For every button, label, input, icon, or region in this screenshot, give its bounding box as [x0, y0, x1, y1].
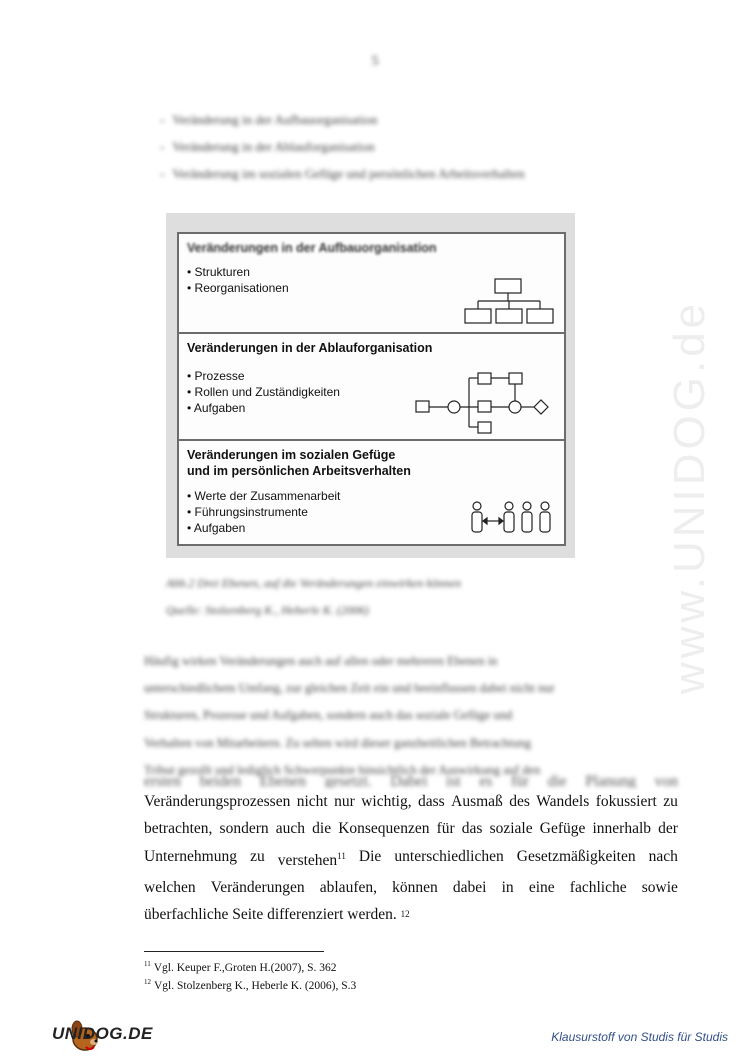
footer-slogan: Klausurstoff von Studis für Studis — [551, 1030, 728, 1044]
footnote-divider — [144, 951, 324, 952]
caption-line: Abb.2 Drei Ebenen, auf die Veränderungen einwirken können — [166, 576, 462, 590]
caption-source: Quelle: Stolzenberg K., Heberle K. (2006) — [166, 603, 369, 617]
org-chart-icon — [463, 276, 555, 326]
word: zu — [250, 847, 265, 865]
page-number: 5 — [371, 54, 379, 69]
panel-item: • Werte der Zusammenarbeit — [187, 488, 340, 504]
word: für — [436, 820, 455, 838]
word: ersten — [144, 775, 182, 788]
text-line: Strukturen, Prozesse und Aufgaben, sondern auch das soziale Gefüge und — [144, 708, 513, 723]
bullet-list — [160, 106, 525, 187]
word: die — [312, 820, 332, 838]
panel-item: • Führungsinstrumente — [187, 504, 340, 520]
text-line — [144, 901, 678, 928]
word: innerhalb — [592, 820, 652, 838]
panel-aufbauorganisation — [179, 234, 564, 334]
panel-title-line: Veränderungen im sozialen Gefüge — [187, 448, 396, 462]
figure-three-levels — [177, 232, 566, 546]
panel-item: • Prozesse — [187, 368, 340, 384]
word: Unternehmung — [144, 847, 237, 865]
word: Veränderungsprozessen — [144, 793, 291, 810]
word: der — [658, 820, 678, 838]
word: sowie — [641, 879, 678, 897]
word: von — [654, 775, 678, 788]
panel-title-line: und im persönlichen Arbeitsverhalten — [187, 464, 411, 478]
word: ablaufen, — [319, 879, 377, 897]
panel-items — [187, 368, 340, 416]
panel-title: Veränderungen in der Ablauforganisation — [187, 341, 433, 355]
word: verstehen — [277, 851, 338, 869]
text-line — [144, 788, 678, 815]
text-line — [144, 874, 678, 901]
word: für — [510, 775, 530, 788]
word: soziale — [489, 820, 533, 838]
footnote — [144, 957, 356, 975]
word: des — [509, 793, 530, 810]
word: Wandels — [536, 793, 590, 810]
text-line: Tribut gezollt und lediglich Schwerpunkte hinsichtlich der Auswirkung auf den — [144, 762, 541, 777]
text-line: Verhalten von Mitarbeitern. Zu selten wird dieser ganzheitlichen Betrachtung — [144, 735, 532, 750]
footnote-number: 11 — [144, 960, 151, 968]
word: Gefüge — [539, 820, 586, 838]
footnote-text: Vgl. Keuper F.,Groten H.(2007), S. 362 — [153, 961, 337, 974]
sentence: überfachliche Seite differenziert werden. — [144, 906, 397, 924]
footnote-text: Vgl. Stolzenberg K., Heberle K. (2006), S.3 — [154, 979, 357, 992]
word: Dabei — [390, 775, 428, 788]
word: dabei — [452, 879, 487, 897]
word: das — [461, 820, 483, 838]
word: dass — [418, 793, 445, 810]
word: fachliche — [569, 879, 627, 897]
word: Konsequenzen — [338, 820, 430, 838]
word: können — [392, 879, 438, 897]
panel-title: Veränderungen in der Aufbauorganisation — [187, 241, 437, 255]
word: sondern — [219, 820, 269, 838]
logo-text: UNIDOG.DE — [52, 1024, 153, 1043]
word-with-footnote — [278, 843, 346, 874]
process-flow-icon — [414, 367, 556, 437]
word: eine — [528, 879, 555, 897]
word: zu — [663, 793, 678, 810]
word: Ausmaß — [451, 793, 503, 810]
visible-paragraph — [144, 777, 678, 929]
watermark: www.UNIDOG.de — [665, 299, 714, 695]
text-line: Häufig wirken Veränderungen auch auf allen oder mehreren Ebenen in — [144, 654, 498, 668]
panel-item: • Strukturen — [187, 264, 289, 280]
panel-item: • Rollen und Zuständigkeiten — [187, 384, 340, 400]
people-icon — [469, 501, 559, 535]
figure-caption — [166, 570, 461, 624]
word: auch — [275, 820, 306, 838]
footnote-ref: 11 — [337, 850, 346, 861]
word: gesetzt. — [324, 775, 372, 788]
word: wichtig, — [361, 793, 412, 810]
footnote — [144, 975, 356, 993]
word: betrachten, — [144, 820, 213, 838]
word: Veränderungen — [210, 879, 305, 897]
word: Gesetzmäßigkeiten — [516, 847, 636, 865]
word: unterschiedlichen — [394, 847, 504, 865]
word: nach — [648, 847, 678, 865]
word: es — [479, 775, 493, 788]
word: ist — [446, 775, 461, 788]
panel-soziales-gefuege — [179, 441, 564, 544]
word: in — [501, 879, 514, 897]
panel-item: • Reorganisationen — [187, 280, 289, 296]
panel-items — [187, 264, 289, 296]
footnote-ref: 12 — [400, 909, 410, 920]
panel-items — [187, 488, 340, 536]
text-line: unterschiedlichem Umfang, zur gleichen Zeit ein und beeinflussen dabei nicht nur — [144, 681, 555, 696]
word: welchen — [144, 879, 196, 897]
panel-ablauforganisation — [179, 334, 564, 441]
panel-title — [187, 447, 411, 479]
word: beiden — [199, 775, 241, 788]
word: nur — [334, 793, 355, 810]
word: Planung — [585, 775, 637, 788]
word: die — [547, 775, 567, 788]
footnotes — [144, 957, 356, 993]
word: fokussiert — [595, 793, 657, 810]
footnote-number: 12 — [144, 977, 151, 986]
text-line-partially-blurred — [144, 775, 678, 788]
panel-item: • Aufgaben — [187, 400, 340, 416]
bullet-item: - Veränderung in der Ablauforganisation — [160, 133, 525, 160]
panel-item: • Aufgaben — [187, 520, 340, 536]
text-line — [144, 843, 678, 874]
word: Die — [358, 847, 382, 865]
word: Ebenen — [259, 775, 307, 788]
text-line — [144, 815, 678, 842]
blurred-paragraph — [144, 648, 678, 784]
bullet-item: - Veränderung im sozialen Gefüge und persönlichen Arbeitsverhalten — [160, 160, 525, 187]
bullet-item: - Veränderung in der Aufbauorganisation — [160, 106, 525, 133]
word: nicht — [296, 793, 328, 810]
